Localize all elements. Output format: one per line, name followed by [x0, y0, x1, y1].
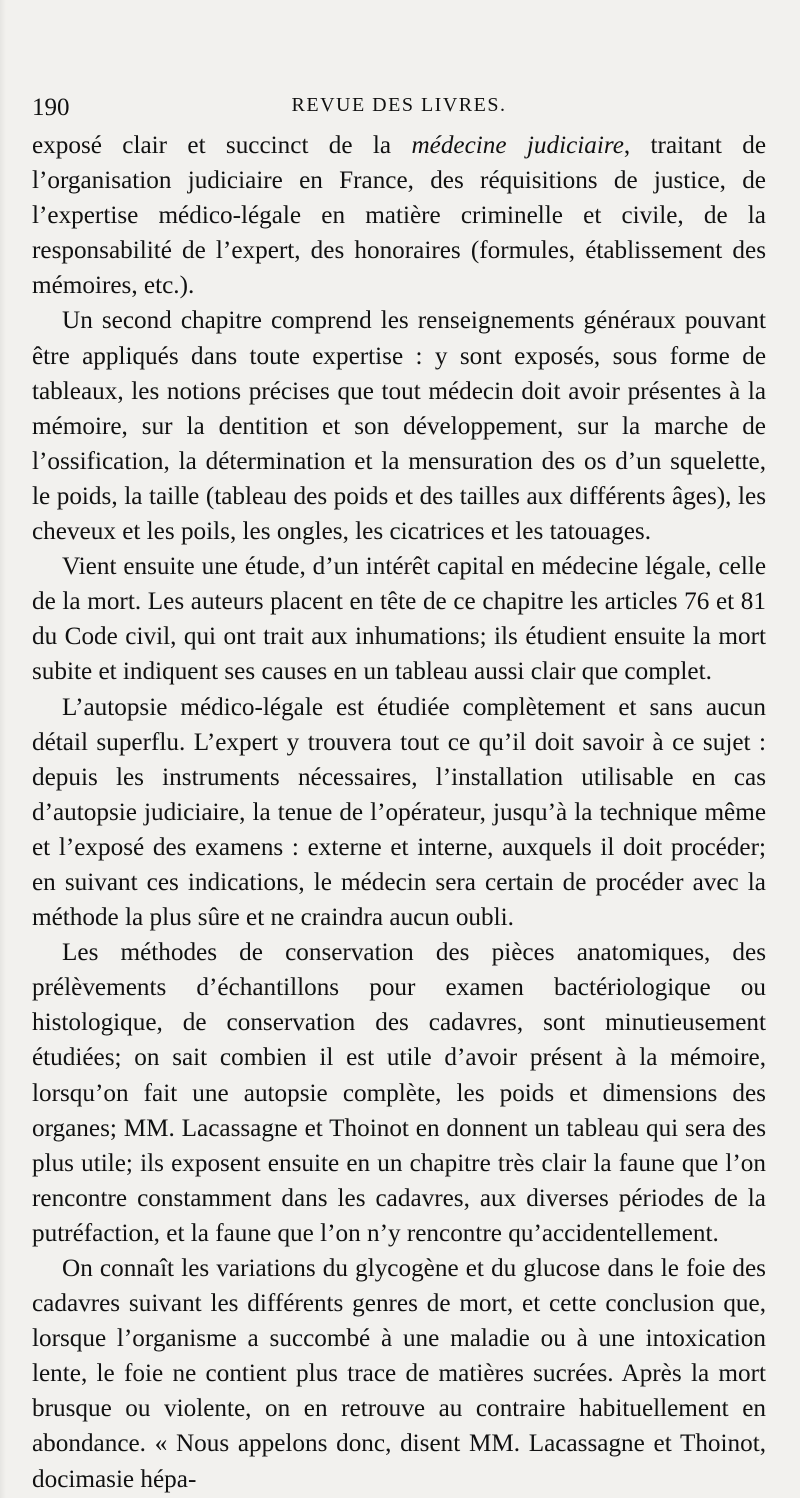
page-number: 190 [32, 94, 70, 121]
paragraph-4: L’autopsie médico-légale est étudiée complètement et sans aucun détail superflu. L’expert y trouvera tout ce qu’il doit savoir à ce sujet : depuis les instruments nécessaires, l’installation utilisable en cas d’autopsie judiciaire, la tenue de l’opérateur, jusqu’à la technique même et l’exposé des examens : externe et interne, auxquels il doit procéder; en suivant ces indications, le médecin sera certain de procéder avec la méthode la plus sûre et ne craindra aucun oubli. [32, 693, 766, 932]
paragraph-6: On connaît les variations du glycogène et du glucose dans le foie des cadavres suivant les différents genres de mort, et cette conclusion que, lorsque l’organisme a succombé à une maladie ou à une intoxication lente, le foie ne contient plus trace de matières sucrées. Après la mort brusque ou violente, on en retrouve au contraire habituellement en abondance. « Nous appelons donc, disent MM. Lacassagne et Thoinot, docimasie hépa- [32, 1255, 766, 1493]
paragraph-2: Un second chapitre comprend les renseignements généraux pouvant être appliqués dans toute expertise : y sont exposés, sous forme de tableaux, les notions précises que tout médecin doit avoir présentes à la mémoire, sur la dentition et son développement, sur la marche de l’ossification, la détermination et la mensuration des os d’un squelette, le poids, la taille (tableau des poids et des tailles aux différents âges), les cheveux et les poils, les ongles, les cicatrices et les tatouages. [32, 307, 766, 546]
paragraph-3: Vient ensuite une étude, d’un intérêt capital en médecine légale, celle de la mort. Les auteurs placent en tête de ce chapitre les articles 76 et 81 du Code civil, qui ont trait aux inhumations; ils étudient ensuite la mort subite et indiquent ses causes en un tableau aussi clair que complet. [32, 553, 766, 686]
paragraph-1-italic-term: médecine judiciaire [411, 132, 624, 159]
running-title: REVUE DES LIVRES. [291, 94, 507, 116]
paragraph-1-text-start: exposé clair et succinct de la [32, 132, 412, 159]
paragraph-5: Les méthodes de conservation des pièces anatomiques, des prélèvements d’échantillons pour examen bactériologique ou histologique, de conservation des cadavres, sont minutieusement étudiées; on sait combien il est utile d’avoir présent à la mémoire, lorsqu’on fait une autopsie complète, les poids et dimensions des organes; MM. Lacassagne et Thoinot en donnent un tableau qui sera des plus utile; ils exposent ensuite en un chapitre très clair la faune que l’on rencontre constamment dans les cadavres, aux diverses périodes de la putréfaction, et la faune que l’on n’y rencontre qu’accidentellement. [32, 939, 766, 1247]
paragraph-1-text-end: , traitant de l’organisation judiciaire en France, des réquisitions de justice, de l’expertise médico-légale en matière criminelle et civile, de la responsabilité de l’expert, des honoraires (formules, établissement des mémoires, etc.). [32, 132, 767, 300]
page-gutter-shadow [0, 0, 6, 1498]
running-head [32, 88, 766, 128]
body-text [32, 128, 766, 1497]
paragraph-1 [32, 128, 766, 303]
